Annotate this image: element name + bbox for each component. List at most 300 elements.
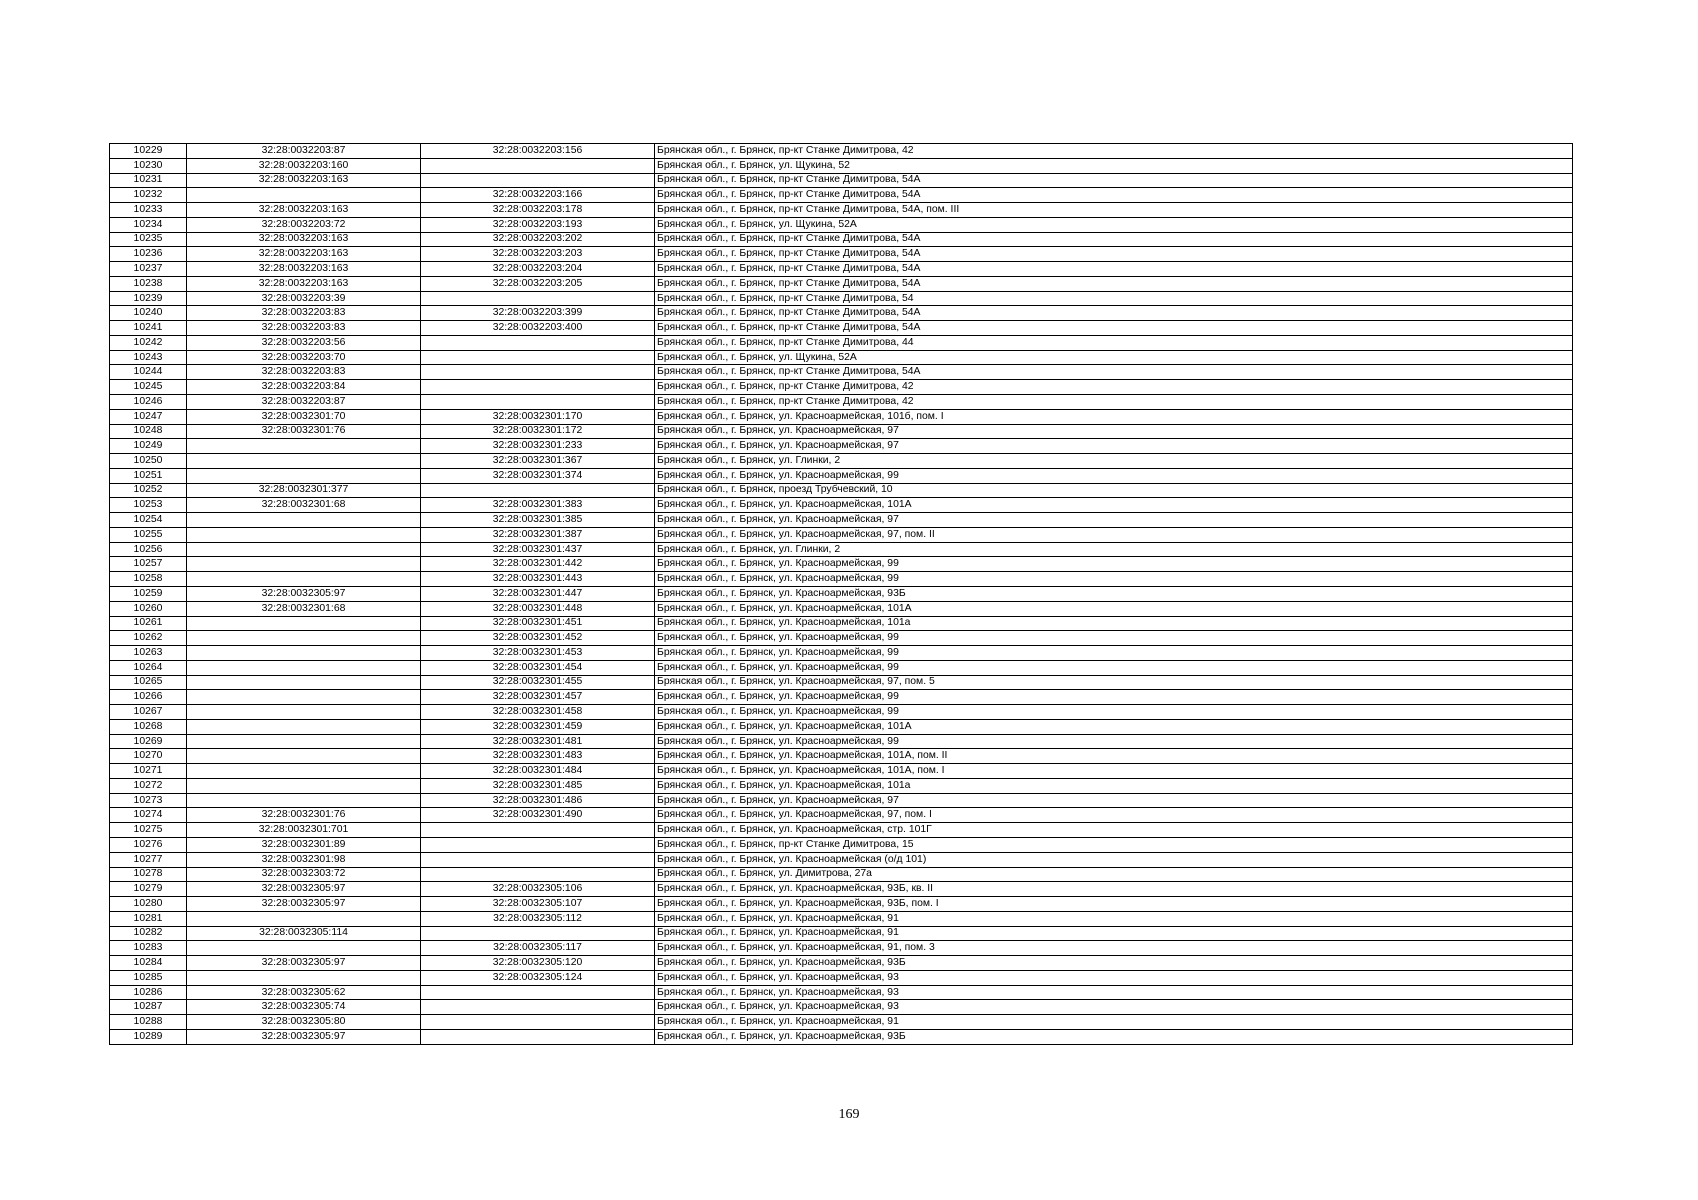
object-number-cell: [421, 1029, 655, 1044]
object-number-cell: 32:28:0032301:172: [421, 424, 655, 439]
row-number-cell: 10247: [110, 409, 187, 424]
object-number-cell: 32:28:0032203:205: [421, 276, 655, 291]
parcel-number-cell: 32:28:0032305:97: [187, 882, 421, 897]
row-number-cell: 10237: [110, 262, 187, 277]
parcel-number-cell: 32:28:0032305:74: [187, 1000, 421, 1015]
table-row: [110, 557, 1573, 572]
address-cell: Брянская обл., г. Брянск, ул. Красноармейская, 97: [655, 439, 1573, 454]
row-number-cell: 10248: [110, 424, 187, 439]
address-cell: Брянская обл., г. Брянск, пр-кт Станке Димитрова, 42: [655, 395, 1573, 410]
row-number-cell: 10289: [110, 1029, 187, 1044]
object-number-cell: 32:28:0032305:107: [421, 897, 655, 912]
row-number-cell: 10265: [110, 675, 187, 690]
address-cell: Брянская обл., г. Брянск, ул. Красноармейская, 97: [655, 793, 1573, 808]
parcel-number-cell: 32:28:0032301:76: [187, 424, 421, 439]
object-number-cell: 32:28:0032301:233: [421, 439, 655, 454]
address-cell: Брянская обл., г. Брянск, пр-кт Станке Димитрова, 54А, пом. III: [655, 203, 1573, 218]
address-cell: Брянская обл., г. Брянск, ул. Красноармейская, 99: [655, 690, 1573, 705]
table-row: [110, 970, 1573, 985]
table-row: [110, 897, 1573, 912]
row-number-cell: 10286: [110, 985, 187, 1000]
address-cell: Брянская обл., г. Брянск, ул. Красноармейская, 101а: [655, 778, 1573, 793]
object-number-cell: 32:28:0032301:457: [421, 690, 655, 705]
parcel-number-cell: 32:28:0032301:89: [187, 837, 421, 852]
object-number-cell: [421, 823, 655, 838]
row-number-cell: 10250: [110, 454, 187, 469]
row-number-cell: 10239: [110, 291, 187, 306]
row-number-cell: 10273: [110, 793, 187, 808]
table-row: [110, 513, 1573, 528]
row-number-cell: 10252: [110, 483, 187, 498]
table-row: [110, 203, 1573, 218]
parcel-number-cell: 32:28:0032203:83: [187, 365, 421, 380]
table-row: [110, 1000, 1573, 1015]
parcel-number-cell: [187, 660, 421, 675]
table-row: [110, 217, 1573, 232]
row-number-cell: 10288: [110, 1015, 187, 1030]
registry-table: [109, 143, 1573, 1045]
parcel-number-cell: [187, 454, 421, 469]
table-row: [110, 660, 1573, 675]
address-cell: Брянская обл., г. Брянск, ул. Красноармейская, 93Б: [655, 586, 1573, 601]
table-row: [110, 690, 1573, 705]
address-cell: Брянская обл., г. Брянск, ул. Красноармейская, 93Б, кв. II: [655, 882, 1573, 897]
address-cell: Брянская обл., г. Брянск, ул. Красноармейская, 99: [655, 572, 1573, 587]
parcel-number-cell: 32:28:0032305:62: [187, 985, 421, 1000]
address-cell: Брянская обл., г. Брянск, ул. Красноармейская, 97, пом. I: [655, 808, 1573, 823]
object-number-cell: 32:28:0032301:367: [421, 454, 655, 469]
parcel-number-cell: [187, 646, 421, 661]
address-cell: Брянская обл., г. Брянск, ул. Красноармейская, 99: [655, 631, 1573, 646]
table-row: [110, 1015, 1573, 1030]
row-number-cell: 10249: [110, 439, 187, 454]
object-number-cell: 32:28:0032301:490: [421, 808, 655, 823]
parcel-number-cell: 32:28:0032305:97: [187, 956, 421, 971]
row-number-cell: 10266: [110, 690, 187, 705]
parcel-number-cell: [187, 734, 421, 749]
address-cell: Брянская обл., г. Брянск, пр-кт Станке Димитрова, 54А: [655, 173, 1573, 188]
row-number-cell: 10245: [110, 380, 187, 395]
row-number-cell: 10287: [110, 1000, 187, 1015]
table-row: [110, 749, 1573, 764]
table-row: [110, 424, 1573, 439]
page-number: 169: [838, 1107, 860, 1122]
parcel-number-cell: 32:28:0032301:68: [187, 601, 421, 616]
row-number-cell: 10235: [110, 232, 187, 247]
table-row: [110, 173, 1573, 188]
parcel-number-cell: 32:28:0032203:84: [187, 380, 421, 395]
row-number-cell: 10231: [110, 173, 187, 188]
registry-table-body: [110, 144, 1573, 1045]
row-number-cell: 10260: [110, 601, 187, 616]
object-number-cell: 32:28:0032203:202: [421, 232, 655, 247]
table-row: [110, 601, 1573, 616]
parcel-number-cell: 32:28:0032203:87: [187, 144, 421, 159]
table-row: [110, 468, 1573, 483]
table-row: [110, 778, 1573, 793]
row-number-cell: 10277: [110, 852, 187, 867]
parcel-number-cell: [187, 941, 421, 956]
object-number-cell: [421, 926, 655, 941]
row-number-cell: 10285: [110, 970, 187, 985]
address-cell: Брянская обл., г. Брянск, ул. Красноармейская, 93Б: [655, 1029, 1573, 1044]
object-number-cell: 32:28:0032301:437: [421, 542, 655, 557]
parcel-number-cell: [187, 513, 421, 528]
parcel-number-cell: 32:28:0032203:163: [187, 232, 421, 247]
address-cell: Брянская обл., г. Брянск, ул. Красноармейская, 99: [655, 660, 1573, 675]
row-number-cell: 10272: [110, 778, 187, 793]
row-number-cell: 10240: [110, 306, 187, 321]
parcel-number-cell: 32:28:0032203:56: [187, 335, 421, 350]
object-number-cell: 32:28:0032305:117: [421, 941, 655, 956]
row-number-cell: 10251: [110, 468, 187, 483]
parcel-number-cell: 32:28:0032301:377: [187, 483, 421, 498]
object-number-cell: 32:28:0032203:203: [421, 247, 655, 262]
row-number-cell: 10264: [110, 660, 187, 675]
table-row: [110, 262, 1573, 277]
object-number-cell: 32:28:0032301:170: [421, 409, 655, 424]
table-row: [110, 483, 1573, 498]
object-number-cell: 32:28:0032305:112: [421, 911, 655, 926]
address-cell: Брянская обл., г. Брянск, пр-кт Станке Димитрова, 54А: [655, 365, 1573, 380]
row-number-cell: 10263: [110, 646, 187, 661]
address-cell: Брянская обл., г. Брянск, ул. Красноармейская, 101А, пом. I: [655, 764, 1573, 779]
row-number-cell: 10254: [110, 513, 187, 528]
address-cell: Брянская обл., г. Брянск, ул. Красноармейская, 101А: [655, 719, 1573, 734]
row-number-cell: 10234: [110, 217, 187, 232]
table-row: [110, 439, 1573, 454]
table-row: [110, 823, 1573, 838]
address-cell: Брянская обл., г. Брянск, ул. Красноармейская, 91, пом. 3: [655, 941, 1573, 956]
table-row: [110, 572, 1573, 587]
row-number-cell: 10268: [110, 719, 187, 734]
row-number-cell: 10270: [110, 749, 187, 764]
row-number-cell: 10253: [110, 498, 187, 513]
object-number-cell: [421, 350, 655, 365]
object-number-cell: 32:28:0032301:486: [421, 793, 655, 808]
object-number-cell: [421, 852, 655, 867]
object-number-cell: 32:28:0032301:447: [421, 586, 655, 601]
parcel-number-cell: 32:28:0032305:97: [187, 1029, 421, 1044]
object-number-cell: 32:28:0032301:443: [421, 572, 655, 587]
object-number-cell: 32:28:0032301:484: [421, 764, 655, 779]
address-cell: Брянская обл., г. Брянск, ул. Красноармейская, 97: [655, 424, 1573, 439]
address-cell: Брянская обл., г. Брянск, ул. Красноармейская, 99: [655, 705, 1573, 720]
table-row: [110, 276, 1573, 291]
table-row: [110, 956, 1573, 971]
table-row: [110, 350, 1573, 365]
object-number-cell: 32:28:0032305:120: [421, 956, 655, 971]
object-number-cell: [421, 380, 655, 395]
row-number-cell: 10258: [110, 572, 187, 587]
object-number-cell: [421, 837, 655, 852]
row-number-cell: 10280: [110, 897, 187, 912]
parcel-number-cell: [187, 557, 421, 572]
object-number-cell: 32:28:0032203:166: [421, 188, 655, 203]
address-cell: Брянская обл., г. Брянск, ул. Глинки, 2: [655, 454, 1573, 469]
object-number-cell: 32:28:0032203:400: [421, 321, 655, 336]
address-cell: Брянская обл., г. Брянск, ул. Щукина, 52А: [655, 217, 1573, 232]
parcel-number-cell: 32:28:0032203:39: [187, 291, 421, 306]
table-row: [110, 188, 1573, 203]
parcel-number-cell: 32:28:0032305:97: [187, 586, 421, 601]
address-cell: Брянская обл., г. Брянск, ул. Красноармейская, 99: [655, 468, 1573, 483]
address-cell: Брянская обл., г. Брянск, проезд Трубчевский, 10: [655, 483, 1573, 498]
table-row: [110, 882, 1573, 897]
row-number-cell: 10244: [110, 365, 187, 380]
row-number-cell: 10257: [110, 557, 187, 572]
row-number-cell: 10261: [110, 616, 187, 631]
object-number-cell: 32:28:0032203:156: [421, 144, 655, 159]
address-cell: Брянская обл., г. Брянск, пр-кт Станке Димитрова, 15: [655, 837, 1573, 852]
row-number-cell: 10282: [110, 926, 187, 941]
parcel-number-cell: [187, 616, 421, 631]
row-number-cell: 10269: [110, 734, 187, 749]
parcel-number-cell: 32:28:0032305:114: [187, 926, 421, 941]
table-row: [110, 837, 1573, 852]
parcel-number-cell: 32:28:0032203:72: [187, 217, 421, 232]
row-number-cell: 10232: [110, 188, 187, 203]
table-row: [110, 646, 1573, 661]
table-row: [110, 719, 1573, 734]
object-number-cell: 32:28:0032301:458: [421, 705, 655, 720]
row-number-cell: 10233: [110, 203, 187, 218]
table-row: [110, 586, 1573, 601]
object-number-cell: 32:28:0032301:383: [421, 498, 655, 513]
row-number-cell: 10243: [110, 350, 187, 365]
table-row: [110, 675, 1573, 690]
table-row: [110, 395, 1573, 410]
table-row: [110, 852, 1573, 867]
parcel-number-cell: [187, 749, 421, 764]
address-cell: Брянская обл., г. Брянск, ул. Красноармейская, 91: [655, 1015, 1573, 1030]
address-cell: Брянская обл., г. Брянск, пр-кт Станке Димитрова, 54А: [655, 247, 1573, 262]
parcel-number-cell: [187, 439, 421, 454]
address-cell: Брянская обл., г. Брянск, пр-кт Станке Димитрова, 54А: [655, 232, 1573, 247]
table-row: [110, 911, 1573, 926]
address-cell: Брянская обл., г. Брянск, ул. Красноармейская, 93: [655, 970, 1573, 985]
object-number-cell: [421, 335, 655, 350]
object-number-cell: 32:28:0032203:178: [421, 203, 655, 218]
address-cell: Брянская обл., г. Брянск, пр-кт Станке Димитрова, 42: [655, 144, 1573, 159]
parcel-number-cell: 32:28:0032203:163: [187, 203, 421, 218]
object-number-cell: 32:28:0032305:106: [421, 882, 655, 897]
table-row: [110, 793, 1573, 808]
parcel-number-cell: [187, 631, 421, 646]
row-number-cell: 10259: [110, 586, 187, 601]
object-number-cell: 32:28:0032301:483: [421, 749, 655, 764]
parcel-number-cell: 32:28:0032303:72: [187, 867, 421, 882]
object-number-cell: 32:28:0032203:193: [421, 217, 655, 232]
address-cell: Брянская обл., г. Брянск, пр-кт Станке Димитрова, 54: [655, 291, 1573, 306]
object-number-cell: [421, 173, 655, 188]
address-cell: Брянская обл., г. Брянск, ул. Красноармейская, 101А: [655, 601, 1573, 616]
parcel-number-cell: 32:28:0032203:70: [187, 350, 421, 365]
parcel-number-cell: [187, 675, 421, 690]
table-row: [110, 941, 1573, 956]
object-number-cell: [421, 365, 655, 380]
parcel-number-cell: [187, 468, 421, 483]
row-number-cell: 10255: [110, 527, 187, 542]
object-number-cell: 32:28:0032301:455: [421, 675, 655, 690]
parcel-number-cell: 32:28:0032203:163: [187, 247, 421, 262]
address-cell: Брянская обл., г. Брянск, ул. Красноармейская, 99: [655, 557, 1573, 572]
object-number-cell: 32:28:0032301:387: [421, 527, 655, 542]
row-number-cell: 10238: [110, 276, 187, 291]
parcel-number-cell: 32:28:0032301:70: [187, 409, 421, 424]
object-number-cell: 32:28:0032301:485: [421, 778, 655, 793]
parcel-number-cell: [187, 542, 421, 557]
address-cell: Брянская обл., г. Брянск, ул. Красноармейская, 93Б, пом. I: [655, 897, 1573, 912]
table-row: [110, 247, 1573, 262]
parcel-number-cell: 32:28:0032305:97: [187, 897, 421, 912]
parcel-number-cell: 32:28:0032301:68: [187, 498, 421, 513]
table-row: [110, 926, 1573, 941]
address-cell: Брянская обл., г. Брянск, ул. Щукина, 52А: [655, 350, 1573, 365]
object-number-cell: 32:28:0032301:454: [421, 660, 655, 675]
object-number-cell: [421, 158, 655, 173]
object-number-cell: 32:28:0032301:451: [421, 616, 655, 631]
object-number-cell: [421, 291, 655, 306]
table-row: [110, 306, 1573, 321]
address-cell: Брянская обл., г. Брянск, ул. Красноармейская, 99: [655, 646, 1573, 661]
object-number-cell: [421, 867, 655, 882]
row-number-cell: 10246: [110, 395, 187, 410]
table-row: [110, 542, 1573, 557]
table-row: [110, 498, 1573, 513]
parcel-number-cell: [187, 778, 421, 793]
row-number-cell: 10283: [110, 941, 187, 956]
address-cell: Брянская обл., г. Брянск, ул. Щукина, 52: [655, 158, 1573, 173]
address-cell: Брянская обл., г. Брянск, ул. Красноармейская, 101А: [655, 498, 1573, 513]
table-row: [110, 409, 1573, 424]
table-row: [110, 454, 1573, 469]
address-cell: Брянская обл., г. Брянск, ул. Красноармейская, 97: [655, 513, 1573, 528]
object-number-cell: 32:28:0032305:124: [421, 970, 655, 985]
parcel-number-cell: [187, 764, 421, 779]
address-cell: Брянская обл., г. Брянск, ул. Красноармейская, 93Б: [655, 956, 1573, 971]
table-row: [110, 144, 1573, 159]
address-cell: Брянская обл., г. Брянск, ул. Димитрова, 27а: [655, 867, 1573, 882]
row-number-cell: 10281: [110, 911, 187, 926]
parcel-number-cell: [187, 188, 421, 203]
object-number-cell: [421, 395, 655, 410]
parcel-number-cell: 32:28:0032203:87: [187, 395, 421, 410]
row-number-cell: 10271: [110, 764, 187, 779]
object-number-cell: 32:28:0032301:452: [421, 631, 655, 646]
parcel-number-cell: [187, 572, 421, 587]
address-cell: Брянская обл., г. Брянск, ул. Красноармейская, 101б, пом. I: [655, 409, 1573, 424]
row-number-cell: 10230: [110, 158, 187, 173]
parcel-number-cell: 32:28:0032301:701: [187, 823, 421, 838]
table-row: [110, 867, 1573, 882]
address-cell: Брянская обл., г. Брянск, ул. Красноармейская (о/д 101): [655, 852, 1573, 867]
row-number-cell: 10262: [110, 631, 187, 646]
row-number-cell: 10276: [110, 837, 187, 852]
parcel-number-cell: 32:28:0032203:163: [187, 276, 421, 291]
address-cell: Брянская обл., г. Брянск, пр-кт Станке Димитрова, 44: [655, 335, 1573, 350]
row-number-cell: 10241: [110, 321, 187, 336]
row-number-cell: 10229: [110, 144, 187, 159]
table-row: [110, 1029, 1573, 1044]
table-row: [110, 764, 1573, 779]
object-number-cell: [421, 483, 655, 498]
parcel-number-cell: [187, 911, 421, 926]
address-cell: Брянская обл., г. Брянск, ул. Красноармейская, 93: [655, 1000, 1573, 1015]
object-number-cell: 32:28:0032301:442: [421, 557, 655, 572]
object-number-cell: [421, 985, 655, 1000]
address-cell: Брянская обл., г. Брянск, пр-кт Станке Димитрова, 42: [655, 380, 1573, 395]
parcel-number-cell: 32:28:0032203:83: [187, 306, 421, 321]
object-number-cell: 32:28:0032203:204: [421, 262, 655, 277]
address-cell: Брянская обл., г. Брянск, пр-кт Станке Димитрова, 54А: [655, 262, 1573, 277]
parcel-number-cell: [187, 793, 421, 808]
address-cell: Брянская обл., г. Брянск, ул. Красноармейская, 97, пом. II: [655, 527, 1573, 542]
table-row: [110, 705, 1573, 720]
address-cell: Брянская обл., г. Брянск, пр-кт Станке Димитрова, 54А: [655, 306, 1573, 321]
table-row: [110, 291, 1573, 306]
object-number-cell: [421, 1015, 655, 1030]
table-row: [110, 380, 1573, 395]
row-number-cell: 10236: [110, 247, 187, 262]
address-cell: Брянская обл., г. Брянск, ул. Красноармейская, 97, пом. 5: [655, 675, 1573, 690]
address-cell: Брянская обл., г. Брянск, пр-кт Станке Димитрова, 54А: [655, 276, 1573, 291]
object-number-cell: 32:28:0032301:481: [421, 734, 655, 749]
parcel-number-cell: [187, 719, 421, 734]
address-cell: Брянская обл., г. Брянск, ул. Красноармейская, 91: [655, 911, 1573, 926]
parcel-number-cell: [187, 970, 421, 985]
address-cell: Брянская обл., г. Брянск, ул. Красноармейская, стр. 101Г: [655, 823, 1573, 838]
address-cell: Брянская обл., г. Брянск, ул. Красноармейская, 93: [655, 985, 1573, 1000]
address-cell: Брянская обл., г. Брянск, пр-кт Станке Димитрова, 54А: [655, 321, 1573, 336]
table-row: [110, 321, 1573, 336]
table-row: [110, 335, 1573, 350]
address-cell: Брянская обл., г. Брянск, ул. Красноармейская, 101А, пом. II: [655, 749, 1573, 764]
row-number-cell: 10256: [110, 542, 187, 557]
object-number-cell: 32:28:0032301:459: [421, 719, 655, 734]
object-number-cell: 32:28:0032301:448: [421, 601, 655, 616]
object-number-cell: 32:28:0032301:453: [421, 646, 655, 661]
row-number-cell: 10279: [110, 882, 187, 897]
parcel-number-cell: 32:28:0032301:76: [187, 808, 421, 823]
table-row: [110, 527, 1573, 542]
address-cell: Брянская обл., г. Брянск, ул. Красноармейская, 91: [655, 926, 1573, 941]
table-row: [110, 631, 1573, 646]
parcel-number-cell: 32:28:0032301:98: [187, 852, 421, 867]
parcel-number-cell: [187, 527, 421, 542]
parcel-number-cell: 32:28:0032203:160: [187, 158, 421, 173]
object-number-cell: 32:28:0032301:385: [421, 513, 655, 528]
row-number-cell: 10242: [110, 335, 187, 350]
parcel-number-cell: 32:28:0032305:80: [187, 1015, 421, 1030]
address-cell: Брянская обл., г. Брянск, ул. Глинки, 2: [655, 542, 1573, 557]
row-number-cell: 10267: [110, 705, 187, 720]
table-row: [110, 232, 1573, 247]
parcel-number-cell: [187, 705, 421, 720]
address-cell: Брянская обл., г. Брянск, ул. Красноармейская, 99: [655, 734, 1573, 749]
row-number-cell: 10284: [110, 956, 187, 971]
parcel-number-cell: 32:28:0032203:163: [187, 173, 421, 188]
object-number-cell: [421, 1000, 655, 1015]
parcel-number-cell: 32:28:0032203:83: [187, 321, 421, 336]
object-number-cell: 32:28:0032301:374: [421, 468, 655, 483]
object-number-cell: 32:28:0032203:399: [421, 306, 655, 321]
parcel-number-cell: [187, 690, 421, 705]
table-row: [110, 158, 1573, 173]
row-number-cell: 10274: [110, 808, 187, 823]
table-row: [110, 808, 1573, 823]
table-row: [110, 616, 1573, 631]
